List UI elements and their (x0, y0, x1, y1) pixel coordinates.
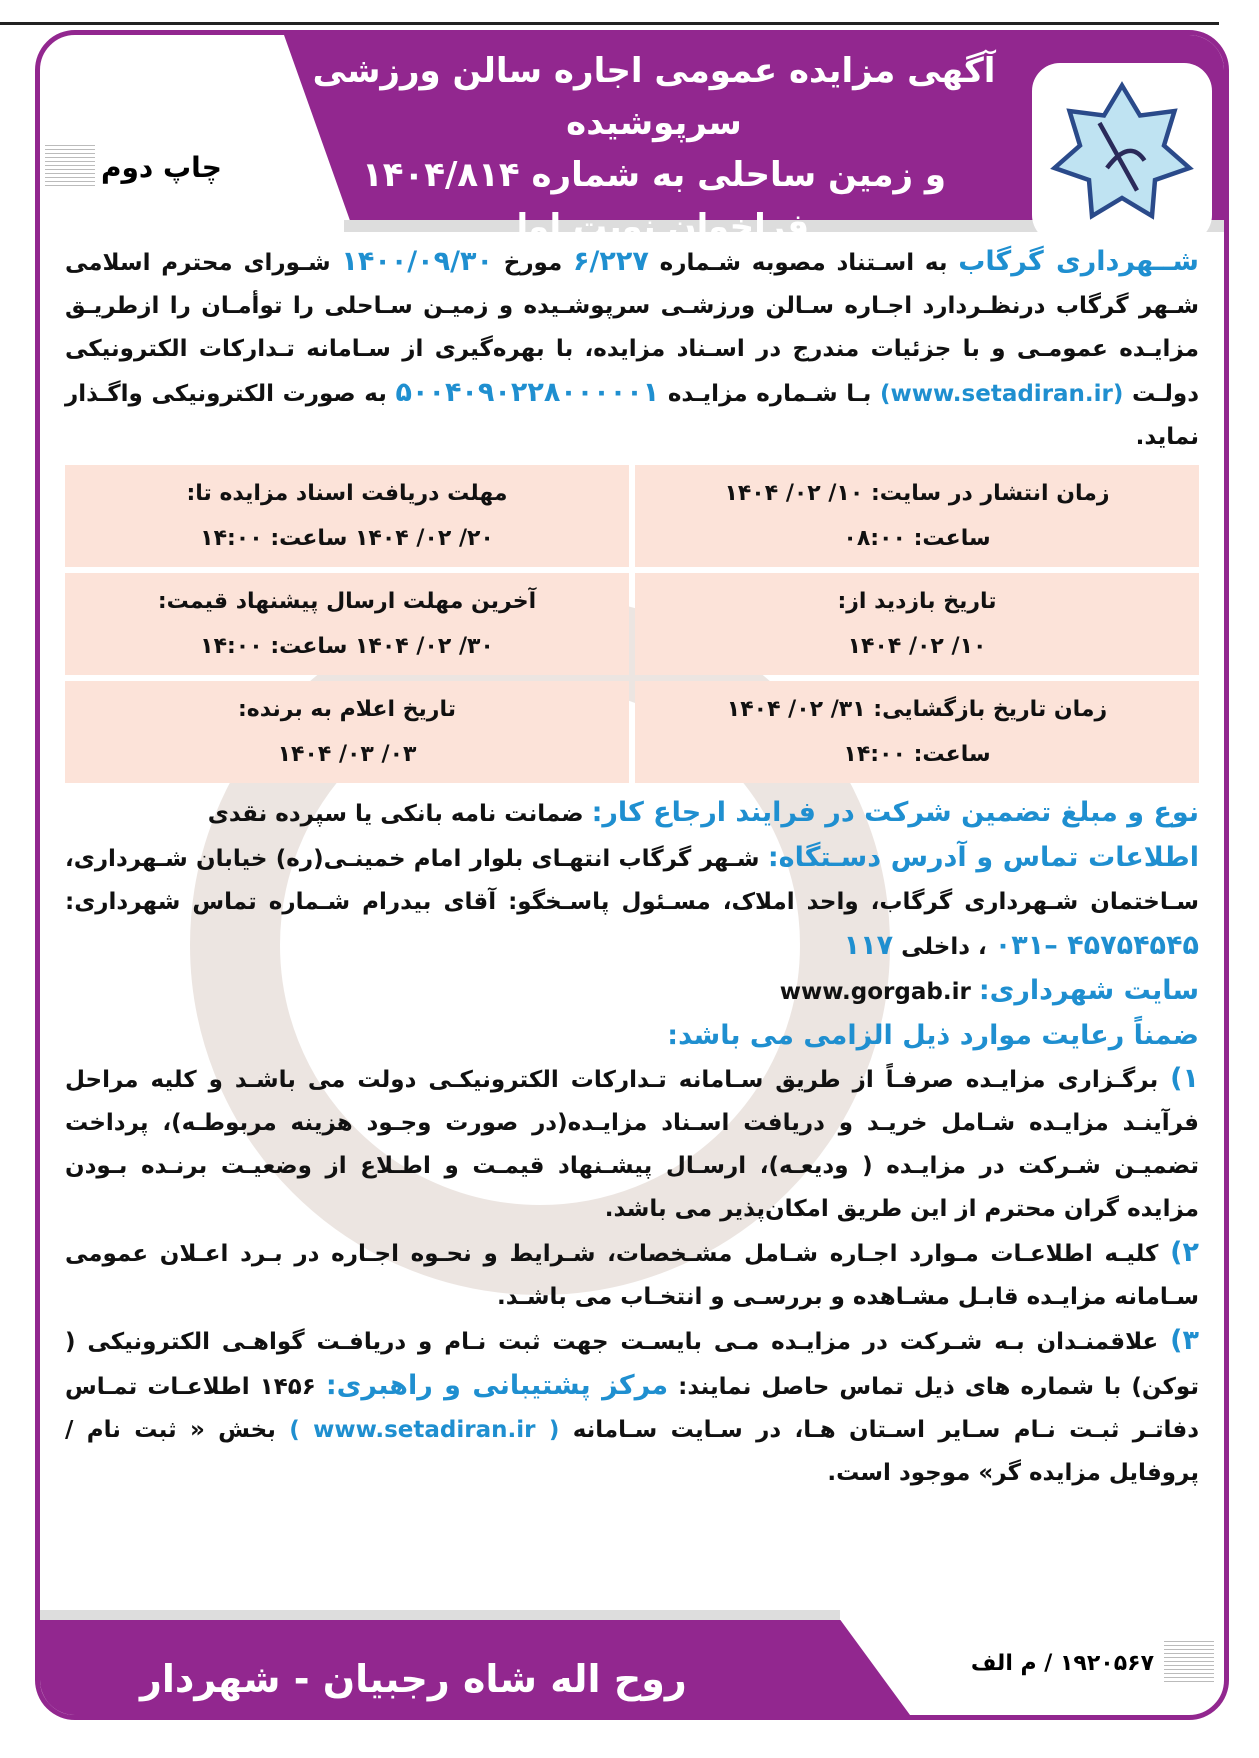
text: ، داخلی (893, 934, 995, 960)
guarantee-value: ضمانت نامه بانکی یا سپرده نقدی (207, 801, 592, 827)
website-section (65, 969, 1199, 1014)
edition-label: چاپ دوم (101, 150, 222, 184)
schedule-value: ۱۰/ ۰۲/ ۱۴۰۴ (847, 634, 987, 659)
note-text: برگـزاری مزایـده صرفـاً از طریق سـامانه تـدارکات الکترونیکـی دولت می باشـد و کلیه مراحل فرآینـد مزایـده شـامل خریـد و دریافت اسـناد مزایـده(در صورت وجـود هزینه مربوطـه)، پرداخت تضمیـن شـرکت در مزایـده ( ودیعـه)، ارسـال پیشـنهاد قیمـت و اطـلاع از وضعیـت برنـده بـودن مزایده گران محترم از این طریق امکان‌پذیر می باشد. (65, 1067, 1199, 1222)
stripes-decoration (1164, 1641, 1214, 1685)
ad-code-text: ۱۹۲۰۵۶۷ / م الف (970, 1650, 1154, 1676)
contact-address: شـهر گرگاب انتهـای بلوار امام خمینـی(ره) خیابان شـهرداری، سـاختمان شـهرداری گرگاب، واحد املاک، مسـئول پاسـخگو: آقای بیدرام شـماره تماس شهرداری: (65, 846, 1199, 915)
edition-badge (45, 145, 222, 189)
schedule-cell (65, 681, 629, 783)
note-text: کلیـه اطلاعـات مـوارد اجـاره شـامل مشـخصات، شـرایط و نحـوه اجـاره در بـرد اعـلان عمومی سـامانه مزایـده قابـل مشـاهده و بررسـی و انتخـاب می باشـد. (65, 1241, 1199, 1310)
schedule-label: مهلت دریافت اسناد مزایده تا: (186, 481, 508, 506)
note-text: اطلاعـات تمـاس دفاتـر ثبـت نـام سـایر اسـتان هـا، در سـایت سـامانه (65, 1374, 1200, 1443)
resolution-date: ۱۴۰۰/۰۹/۳۰ (341, 246, 493, 277)
schedule-cell (65, 465, 629, 567)
schedule-value: ساعت: ۱۴:۰۰ (843, 742, 991, 767)
schedule-label: زمان تاریخ بازگشایی: ۳۱/ ۰۲/ ۱۴۰۴ (726, 697, 1108, 722)
schedule-value: ساعت: ۰۸:۰۰ (843, 526, 991, 551)
schedule-cell (65, 573, 629, 675)
schedule-value: ۰۳/ ۰۳/ ۱۴۰۴ (277, 742, 417, 767)
note-item (65, 1231, 1199, 1319)
signer-name: روح اله شاه رجبیان - شهردار (140, 1657, 687, 1701)
schedule-cell (635, 681, 1199, 783)
schedule-value: ۳۰/ ۰۲/ ۱۴۰۴ ساعت: ۱۴:۰۰ (200, 634, 494, 659)
resolution-number: ۶/۲۲۷ (573, 246, 649, 277)
text: مورخ (492, 250, 574, 276)
text: شـورای محترم اسلامی شـهر گرگاب درنظـردارد اجـاره سـالن ورزشـی سرپوشـیده و زمیـن سـاحلی را توأمـان را ازطریـق مزایـده عمومـی و با جزئیات مندرج در اسـناد مزایده، با بهره‌گیری از سـامانه تـدارکات الکترونیکی دولـت (65, 250, 1200, 407)
ad-code (971, 1641, 1214, 1685)
title-line: و زمین ساحلی به شماره ۱۴۰۴/۸۱۴ (361, 155, 947, 195)
schedule-label: زمان انتشار در سایت: ۱۰/ ۰۲/ ۱۴۰۴ (724, 481, 1110, 506)
note-number: ۳) (1170, 1325, 1199, 1356)
organization-name: شــهرداری گرگاب (958, 246, 1199, 277)
announcement-body (65, 240, 1199, 1495)
auction-number: ۵۰۰۴۰۹۰۲۲۸۰۰۰۰۰۱ (395, 377, 660, 408)
schedule-table (65, 465, 1199, 783)
text: بـا شـماره مزایـده (659, 381, 881, 407)
schedule-label: تاریخ اعلام به برنده: (238, 697, 456, 722)
stripes-decoration (45, 145, 95, 189)
title-line: فراخوان نوبت اول (498, 207, 810, 247)
setadiran-link[interactable]: (www.setadiran.ir) (880, 381, 1124, 407)
setadiran-link[interactable]: ( www.setadiran.ir ) (289, 1417, 560, 1443)
note-text: بخش « ثبت نام / پروفایل مزایده گر» موجود است. (65, 1417, 1199, 1486)
title-line: آگهی مزایده عمومی اجاره سالن ورزشی سرپوشیده (312, 51, 996, 143)
note-item (65, 1057, 1199, 1231)
support-number: ۱۴۵۶ (259, 1374, 326, 1400)
contact-extension: ۱۱۷ (843, 930, 894, 961)
footer-shadow (40, 1610, 840, 1620)
notes-title: ضمناً رعایت موارد ذیل الزامی می باشد: (667, 1020, 1199, 1051)
note-number: ۱) (1170, 1063, 1199, 1094)
contact-phone: ۴۵۷۵۴۵۴۵ –۰۳۱ (994, 930, 1199, 961)
note-number: ۲) (1170, 1237, 1199, 1268)
website-label: سایت شهرداری: (978, 975, 1199, 1006)
guarantee-label: نوع و مبلغ تضمین شرکت در فرایند ارجاع کار: (591, 797, 1199, 828)
website-link[interactable]: www.gorgab.ir (779, 979, 979, 1005)
note-item (65, 1319, 1199, 1495)
contact-section (65, 836, 1199, 969)
guarantee-section (65, 791, 1199, 836)
text: به اسـتناد مصوبه شـماره (648, 250, 959, 276)
intro-paragraph (65, 240, 1199, 459)
announcement-title (294, 45, 1014, 253)
support-label: مرکز پشتیبانی و راهبری: (325, 1370, 669, 1401)
page-rule (0, 22, 1219, 25)
announcement-frame (35, 30, 1229, 1720)
municipality-logo-icon (1032, 63, 1212, 243)
schedule-cell (635, 573, 1199, 675)
contact-label: اطلاعات تماس و آدرس دسـتگاه: (767, 842, 1199, 873)
schedule-cell (635, 465, 1199, 567)
text: به صورت الکترونیکی واگـذار نماید. (65, 381, 1199, 450)
schedule-label: تاریخ بازدید از: (837, 589, 997, 614)
note-text: علاقمنـدان بـه شـرکت در مزایـده مـی بایسـت جهت ثبت نـام و دریافـت گواهـی الکترونیکی ( توکن) با شماره های ذیل تماس حاصل نمایند: (65, 1329, 1199, 1400)
schedule-label: آخرین مهلت ارسال پیشنهاد قیمت: (157, 589, 537, 614)
schedule-value: ۲۰/ ۰۲/ ۱۴۰۴ ساعت: ۱۴:۰۰ (200, 526, 494, 551)
